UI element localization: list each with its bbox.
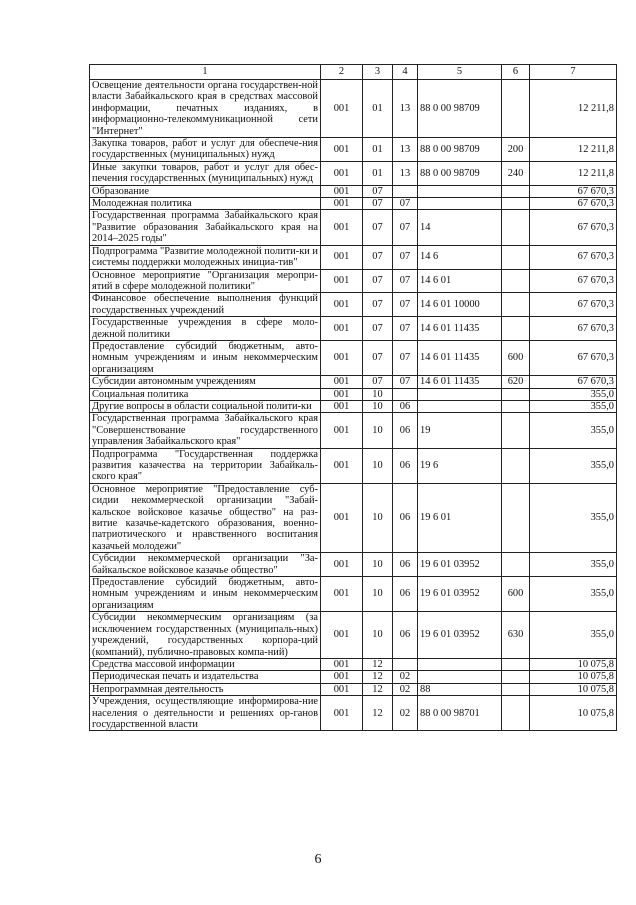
section-code-cell: 01	[363, 161, 393, 185]
expense-type-cell	[502, 388, 530, 400]
row-name-cell: Субсидии некоммерческой организации "За-байкальское войсковое казачье общество"	[90, 553, 321, 577]
subsection-code-cell: 07	[393, 245, 418, 269]
expense-type-cell: 600	[502, 577, 530, 612]
ministry-code-cell: 001	[321, 696, 363, 731]
expense-type-cell	[502, 293, 530, 317]
expense-type-cell	[502, 210, 530, 245]
target-article-cell: 88 0 00 98709	[418, 80, 502, 138]
target-article-cell: 19	[418, 413, 502, 448]
column-header: 4	[393, 65, 418, 80]
row-name-cell: Образование	[90, 185, 321, 197]
expense-type-cell: 630	[502, 612, 530, 659]
ministry-code-cell: 001	[321, 317, 363, 341]
expense-type-cell	[502, 198, 530, 210]
expense-type-cell	[502, 317, 530, 341]
amount-cell: 67 670,3	[530, 376, 617, 388]
subsection-code-cell: 13	[393, 161, 418, 185]
subsection-code-cell: 06	[393, 577, 418, 612]
section-code-cell: 07	[363, 317, 393, 341]
amount-cell: 67 670,3	[530, 245, 617, 269]
table-row	[90, 269, 617, 293]
table-row	[90, 388, 617, 400]
expense-type-cell: 600	[502, 340, 530, 375]
ministry-code-cell: 001	[321, 138, 363, 162]
section-code-cell: 01	[363, 80, 393, 138]
ministry-code-cell: 001	[321, 683, 363, 695]
ministry-code-cell: 001	[321, 80, 363, 138]
subsection-code-cell	[393, 658, 418, 670]
amount-cell: 355,0	[530, 612, 617, 659]
target-article-cell	[418, 400, 502, 412]
target-article-cell: 88 0 00 98701	[418, 696, 502, 731]
column-header: 5	[418, 65, 502, 80]
section-code-cell: 10	[363, 577, 393, 612]
ministry-code-cell: 001	[321, 413, 363, 448]
row-name-cell: Государственная программа Забайкальского края "Развитие образования Забайкальского края на 2014–2025 годы"	[90, 210, 321, 245]
row-name-cell: Подпрограмма "Развитие молодежной полити-ки и системы поддержки молодежных инициа-тив"	[90, 245, 321, 269]
subsection-code-cell: 02	[393, 671, 418, 683]
amount-cell: 355,0	[530, 413, 617, 448]
section-code-cell: 12	[363, 696, 393, 731]
target-article-cell: 19 6 01 03952	[418, 612, 502, 659]
target-article-cell: 19 6 01	[418, 483, 502, 552]
amount-cell: 10 075,8	[530, 658, 617, 670]
row-name-cell: Молодежная политика	[90, 198, 321, 210]
subsection-code-cell: 02	[393, 683, 418, 695]
amount-cell: 67 670,3	[530, 185, 617, 197]
section-code-cell: 10	[363, 388, 393, 400]
row-name-cell: Подпрограмма "Государственная поддержка развития казачества на территории Забайкаль-ского края"	[90, 448, 321, 483]
row-name-cell: Предоставление субсидий бюджетным, авто-номным учреждениям и иным некоммерческим организациям	[90, 340, 321, 375]
table-row	[90, 245, 617, 269]
column-header: 2	[321, 65, 363, 80]
section-code-cell: 10	[363, 400, 393, 412]
target-article-cell: 14 6 01	[418, 269, 502, 293]
section-code-cell: 01	[363, 138, 393, 162]
expense-type-cell	[502, 245, 530, 269]
page-number: 6	[314, 852, 322, 867]
subsection-code-cell: 07	[393, 210, 418, 245]
target-article-cell	[418, 388, 502, 400]
subsection-code-cell: 06	[393, 413, 418, 448]
expense-type-cell	[502, 413, 530, 448]
subsection-code-cell: 07	[393, 293, 418, 317]
expense-type-cell: 200	[502, 138, 530, 162]
table-row	[90, 340, 617, 375]
ministry-code-cell: 001	[321, 671, 363, 683]
table-row	[90, 553, 617, 577]
table-row	[90, 161, 617, 185]
ministry-code-cell: 001	[321, 161, 363, 185]
column-header: 6	[502, 65, 530, 80]
row-name-cell: Другие вопросы в области социальной полити-ки	[90, 400, 321, 412]
expense-type-cell	[502, 269, 530, 293]
section-code-cell: 07	[363, 269, 393, 293]
ministry-code-cell: 001	[321, 553, 363, 577]
section-code-cell: 12	[363, 671, 393, 683]
amount-cell: 67 670,3	[530, 317, 617, 341]
row-name-cell: Иные закупки товаров, работ и услуг для обес-печения государственных (муниципальных) нужд	[90, 161, 321, 185]
expense-type-cell	[502, 696, 530, 731]
amount-cell: 12 211,8	[530, 161, 617, 185]
amount-cell: 67 670,3	[530, 198, 617, 210]
subsection-code-cell: 02	[393, 696, 418, 731]
ministry-code-cell: 001	[321, 185, 363, 197]
section-code-cell: 07	[363, 198, 393, 210]
subsection-code-cell: 06	[393, 483, 418, 552]
table-row	[90, 400, 617, 412]
ministry-code-cell: 001	[321, 245, 363, 269]
ministry-code-cell: 001	[321, 198, 363, 210]
row-name-cell: Предоставление субсидий бюджетным, авто-номным учреждениям и иным некоммерческим организациям	[90, 577, 321, 612]
amount-cell: 355,0	[530, 483, 617, 552]
column-header: 3	[363, 65, 393, 80]
target-article-cell: 19 6 01 03952	[418, 577, 502, 612]
ministry-code-cell: 001	[321, 388, 363, 400]
section-code-cell: 10	[363, 413, 393, 448]
row-name-cell: Учреждения, осуществляющие информирова-ние населения о деятельности и решениях ор-ганов государственной власти	[90, 696, 321, 731]
row-name-cell: Непрограммная деятельность	[90, 683, 321, 695]
amount-cell: 12 211,8	[530, 80, 617, 138]
amount-cell: 67 670,3	[530, 269, 617, 293]
ministry-code-cell: 001	[321, 448, 363, 483]
row-name-cell: Субсидии автономным учреждениям	[90, 376, 321, 388]
expense-type-cell	[502, 683, 530, 695]
target-article-cell	[418, 658, 502, 670]
expense-type-cell: 620	[502, 376, 530, 388]
amount-cell: 10 075,8	[530, 683, 617, 695]
table-header-row	[90, 65, 617, 80]
subsection-code-cell: 13	[393, 80, 418, 138]
subsection-code-cell: 07	[393, 340, 418, 375]
target-article-cell: 88	[418, 683, 502, 695]
amount-cell: 10 075,8	[530, 671, 617, 683]
target-article-cell: 88 0 00 98709	[418, 161, 502, 185]
amount-cell: 355,0	[530, 400, 617, 412]
subsection-code-cell: 07	[393, 198, 418, 210]
section-code-cell: 07	[363, 210, 393, 245]
expense-type-cell	[502, 400, 530, 412]
table-row	[90, 138, 617, 162]
row-name-cell: Государственные учреждения в сфере моло-дежной политики	[90, 317, 321, 341]
expense-type-cell	[502, 671, 530, 683]
subsection-code-cell	[393, 185, 418, 197]
ministry-code-cell: 001	[321, 376, 363, 388]
row-name-cell: Периодическая печать и издательства	[90, 671, 321, 683]
budget-table	[89, 64, 617, 731]
table-row	[90, 293, 617, 317]
table-row	[90, 413, 617, 448]
row-name-cell: Финансовое обеспечение выполнения функций государственных учреждений	[90, 293, 321, 317]
subsection-code-cell: 06	[393, 553, 418, 577]
amount-cell: 67 670,3	[530, 340, 617, 375]
amount-cell: 67 670,3	[530, 210, 617, 245]
amount-cell: 355,0	[530, 448, 617, 483]
amount-cell: 355,0	[530, 553, 617, 577]
table-row	[90, 448, 617, 483]
ministry-code-cell: 001	[321, 658, 363, 670]
subsection-code-cell: 13	[393, 138, 418, 162]
amount-cell: 12 211,8	[530, 138, 617, 162]
amount-cell: 67 670,3	[530, 293, 617, 317]
expense-type-cell	[502, 80, 530, 138]
target-article-cell: 14 6 01 11435	[418, 317, 502, 341]
section-code-cell: 07	[363, 340, 393, 375]
ministry-code-cell: 001	[321, 400, 363, 412]
table-row	[90, 185, 617, 197]
target-article-cell: 14 6 01 11435	[418, 376, 502, 388]
table-body	[90, 80, 617, 731]
target-article-cell	[418, 198, 502, 210]
ministry-code-cell: 001	[321, 210, 363, 245]
section-code-cell: 10	[363, 612, 393, 659]
amount-cell: 10 075,8	[530, 696, 617, 731]
target-article-cell: 19 6 01 03952	[418, 553, 502, 577]
subsection-code-cell: 06	[393, 448, 418, 483]
amount-cell: 355,0	[530, 388, 617, 400]
ministry-code-cell: 001	[321, 293, 363, 317]
expense-type-cell	[502, 553, 530, 577]
expense-type-cell	[502, 658, 530, 670]
section-code-cell: 10	[363, 553, 393, 577]
table-row	[90, 80, 617, 138]
table-row	[90, 671, 617, 683]
target-article-cell	[418, 671, 502, 683]
target-article-cell: 14 6 01 10000	[418, 293, 502, 317]
table-row	[90, 658, 617, 670]
subsection-code-cell: 06	[393, 400, 418, 412]
row-name-cell: Государственная программа Забайкальского края "Совершенствование государственного управления Забайкальского края"	[90, 413, 321, 448]
column-header: 1	[90, 65, 321, 80]
column-header: 7	[530, 65, 617, 80]
section-code-cell: 12	[363, 658, 393, 670]
target-article-cell	[418, 185, 502, 197]
ministry-code-cell: 001	[321, 340, 363, 375]
expense-type-cell	[502, 483, 530, 552]
section-code-cell: 07	[363, 245, 393, 269]
subsection-code-cell	[393, 388, 418, 400]
row-name-cell: Социальная политика	[90, 388, 321, 400]
expense-type-cell	[502, 448, 530, 483]
table-row	[90, 317, 617, 341]
expense-type-cell: 240	[502, 161, 530, 185]
row-name-cell: Закупка товаров, работ и услуг для обеспече-ния государственных (муниципальных) нужд	[90, 138, 321, 162]
table-row	[90, 612, 617, 659]
section-code-cell: 07	[363, 376, 393, 388]
target-article-cell: 14 6 01 11435	[418, 340, 502, 375]
target-article-cell: 14 6	[418, 245, 502, 269]
target-article-cell: 14	[418, 210, 502, 245]
section-code-cell: 10	[363, 483, 393, 552]
target-article-cell: 19 6	[418, 448, 502, 483]
row-name-cell: Средства массовой информации	[90, 658, 321, 670]
table-row	[90, 210, 617, 245]
subsection-code-cell: 07	[393, 376, 418, 388]
section-code-cell: 07	[363, 293, 393, 317]
ministry-code-cell: 001	[321, 483, 363, 552]
section-code-cell: 12	[363, 683, 393, 695]
target-article-cell: 88 0 00 98709	[418, 138, 502, 162]
ministry-code-cell: 001	[321, 269, 363, 293]
row-name-cell: Субсидии некоммерческим организациям (за исключением государственных (муниципаль-ных) учреждений, государственных корпора-ций (компаний), публично-правовых компа-ний)	[90, 612, 321, 659]
table-row	[90, 696, 617, 731]
subsection-code-cell: 07	[393, 269, 418, 293]
section-code-cell: 10	[363, 448, 393, 483]
table-row	[90, 683, 617, 695]
ministry-code-cell: 001	[321, 577, 363, 612]
ministry-code-cell: 001	[321, 612, 363, 659]
row-name-cell: Основное мероприятие "Организация меропри-ятий в сфере молодежной политики"	[90, 269, 321, 293]
expense-type-cell	[502, 185, 530, 197]
table-row	[90, 577, 617, 612]
subsection-code-cell: 06	[393, 612, 418, 659]
section-code-cell: 07	[363, 185, 393, 197]
table-row	[90, 483, 617, 552]
amount-cell: 355,0	[530, 577, 617, 612]
row-name-cell: Освещение деятельности органа государствен-ной власти Забайкальского края в средствах массовой информации, печатных изданиях, в информационно-телекоммуникационной сети "Интернет"	[90, 80, 321, 138]
table-row	[90, 376, 617, 388]
table-row	[90, 198, 617, 210]
row-name-cell: Основное мероприятие "Предоставление суб-сидии некоммерческой организации "Забай-кальское войсковое казачье общество" на раз-витие казачье-кадетского образования, военно-патриотического и нравственного воспитания казачьей молодежи"	[90, 483, 321, 552]
subsection-code-cell: 07	[393, 317, 418, 341]
